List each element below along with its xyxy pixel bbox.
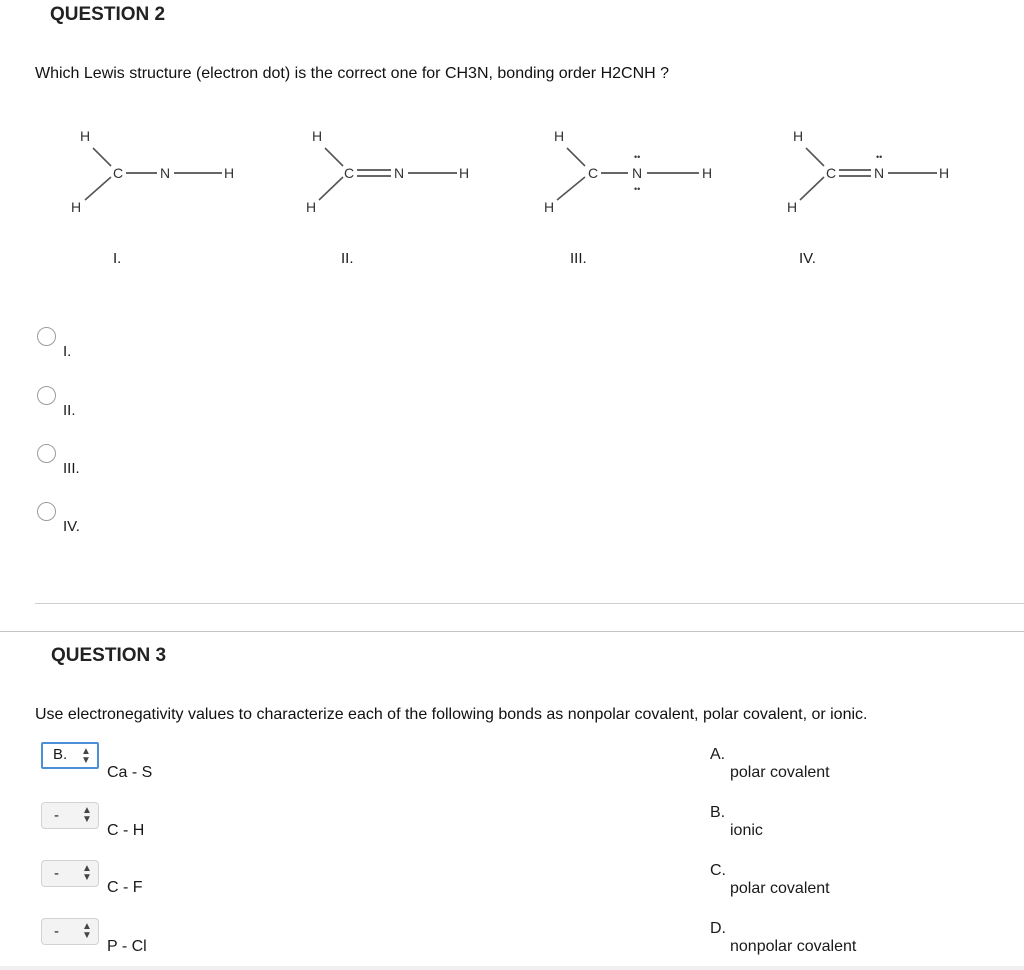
atom-n: N — [874, 165, 885, 181]
atom-h: H — [939, 165, 950, 181]
radio-button[interactable] — [37, 327, 56, 346]
structure-label-iv: IV. — [799, 250, 816, 267]
select-value: - — [54, 923, 59, 940]
select-arrows-icon: ▲▼ — [81, 746, 91, 766]
select-value: - — [54, 807, 59, 824]
question-2-prompt: Which Lewis structure (electron dot) is the correct one for CH3N, bonding order H2CNH ? — [35, 65, 670, 82]
atom-h: H — [554, 128, 565, 144]
answer-text-a: polar covalent — [730, 764, 830, 781]
answer-text-b: ionic — [730, 822, 763, 839]
atom-h: H — [312, 128, 323, 144]
bond-label: C - F — [107, 879, 143, 896]
answer-letter-a: A. — [710, 746, 726, 763]
atom-n: N — [632, 165, 643, 181]
atom-h: H — [224, 165, 235, 181]
atom-h: H — [71, 199, 82, 215]
atom-c: C — [588, 165, 599, 181]
atom-h: H — [787, 199, 798, 215]
lone-pair: •• — [876, 152, 883, 162]
structure-label-i: I. — [113, 250, 122, 267]
divider — [0, 631, 1024, 632]
atom-h: H — [544, 199, 555, 215]
radio-button[interactable] — [37, 386, 56, 405]
option-label: I. — [63, 343, 72, 360]
answer-text-c: polar covalent — [730, 880, 830, 897]
atom-h: H — [702, 165, 713, 181]
select-arrows-icon: ▲▼ — [82, 805, 92, 825]
option-label: II. — [63, 402, 76, 419]
select-value: - — [54, 865, 59, 882]
atom-c: C — [113, 165, 124, 181]
structure-label-iii: III. — [570, 250, 587, 267]
atom-h: H — [459, 165, 470, 181]
bottom-edge — [0, 966, 1024, 970]
bond-select-c-f[interactable] — [41, 860, 99, 887]
select-arrows-icon: ▲▼ — [82, 921, 92, 941]
radio-button[interactable] — [37, 502, 56, 521]
question-3-title: QUESTION 3 — [51, 645, 167, 666]
structure-i — [71, 128, 234, 215]
atom-h: H — [80, 128, 91, 144]
question-2-title: QUESTION 2 — [50, 4, 166, 25]
lone-pair: •• — [634, 152, 641, 162]
bond-select-p-cl[interactable] — [41, 918, 99, 945]
answer-text-d: nonpolar covalent — [730, 938, 857, 955]
atom-n: N — [394, 165, 405, 181]
atom-h: H — [793, 128, 804, 144]
lone-pair: •• — [634, 184, 641, 194]
bond-label: C - H — [107, 822, 145, 839]
answer-letter-c: C. — [710, 862, 726, 879]
select-value: B. — [53, 746, 68, 763]
structure-label-ii: II. — [341, 250, 354, 267]
bond-label: P - Cl — [107, 938, 147, 955]
structure-ii — [306, 128, 469, 215]
option-label: IV. — [63, 518, 80, 535]
answer-letter-d: D. — [710, 920, 726, 937]
answer-letter-b: B. — [710, 804, 726, 821]
bond-label: Ca - S — [107, 764, 153, 781]
lewis-structures — [0, 115, 1024, 225]
structure-iv — [787, 128, 949, 215]
atom-h: H — [306, 199, 317, 215]
structure-iii — [544, 128, 712, 215]
bond-select-ca-s[interactable] — [41, 742, 99, 769]
select-arrows-icon: ▲▼ — [82, 863, 92, 883]
radio-button[interactable] — [37, 444, 56, 463]
option-label: III. — [63, 460, 80, 477]
divider — [35, 603, 1024, 604]
atom-n: N — [160, 165, 171, 181]
atom-c: C — [826, 165, 837, 181]
atom-c: C — [344, 165, 355, 181]
question-3-prompt: Use electronegativity values to characterize each of the following bonds as nonpolar covalent, polar covalent, or ionic. — [35, 706, 868, 723]
bond-select-c-h[interactable] — [41, 802, 99, 829]
